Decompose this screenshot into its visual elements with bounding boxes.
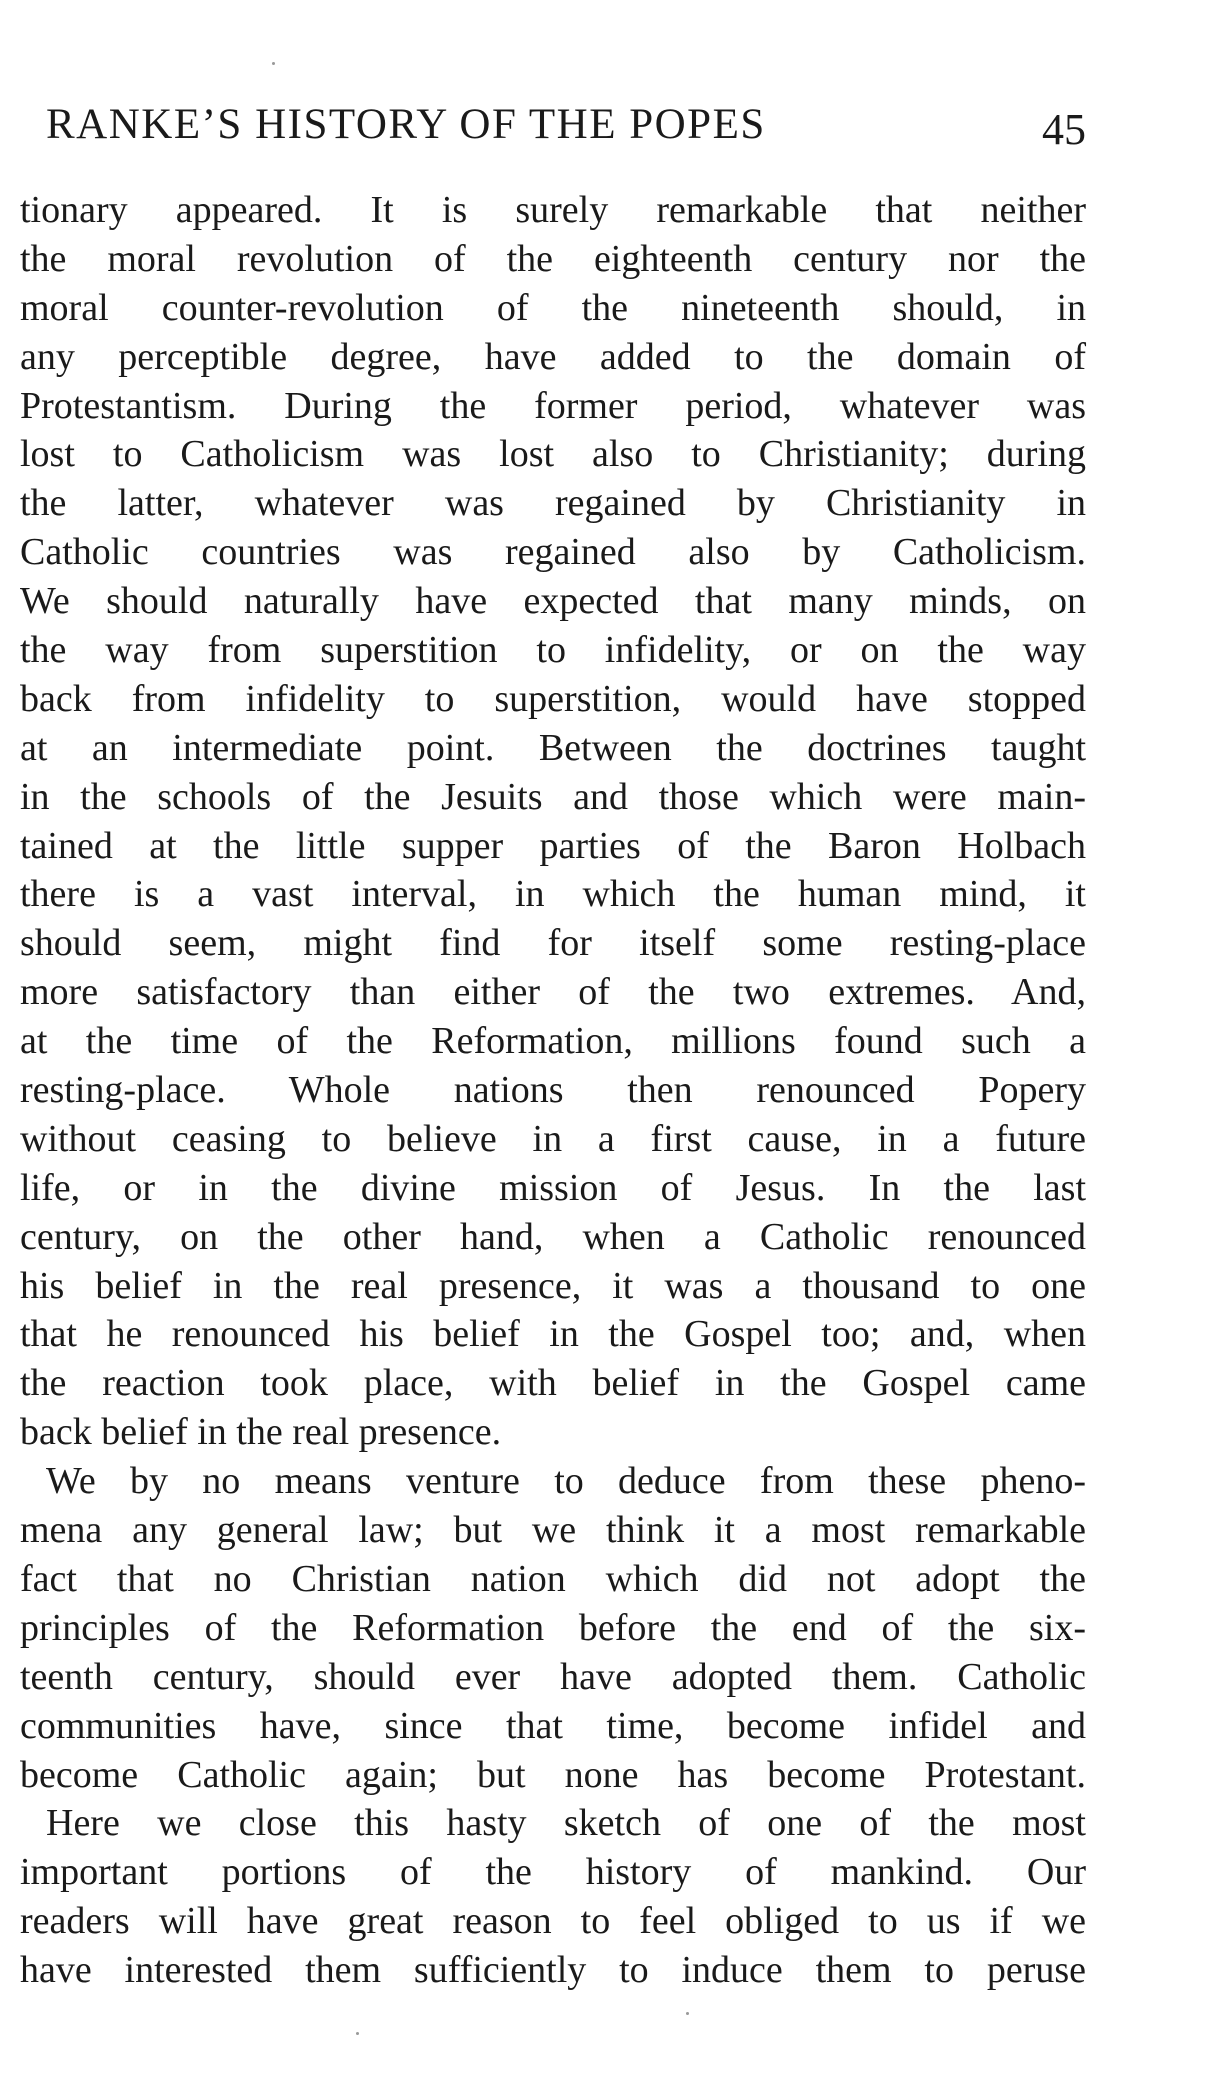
text-line: teenth century, should ever have adopted them. Catholic (20, 1655, 1086, 1698)
text-line: the way from superstition to infidelity, or on the way (20, 629, 1086, 672)
text-line: at an intermediate point. Between the doctrines taught (20, 726, 1086, 769)
text-line: should seem, might find for itself some resting-place (20, 922, 1086, 965)
text-line: Here we close this hasty sketch of one of the most (46, 1802, 1086, 1845)
scan-speck (686, 2012, 689, 2015)
text-line: in the schools of the Jesuits and those which were main- (20, 775, 1086, 818)
paragraph (20, 1457, 1086, 1799)
text-line: century, on the other hand, when a Catholic renounced (20, 1215, 1086, 1258)
text-line: his belief in the real presence, it was a thousand to one (20, 1264, 1086, 1307)
text-line: communities have, since that time, become infidel and (20, 1704, 1086, 1747)
paragraph (20, 1799, 1086, 1995)
scan-speck (356, 2032, 359, 2035)
text-line: moral counter-revolution of the nineteenth should, in (20, 286, 1086, 329)
text-line: mena any general law; but we think it a most remarkable (20, 1509, 1086, 1552)
text-line: life, or in the divine mission of Jesus. In the last (20, 1166, 1086, 1209)
text-line: more satisfactory than either of the two extremes. And, (20, 971, 1086, 1014)
text-line: there is a vast interval, in which the human mind, it (20, 873, 1086, 916)
text-line: without ceasing to believe in a first cause, in a future (20, 1117, 1086, 1160)
text-line: fact that no Christian nation which did not adopt the (20, 1557, 1086, 1600)
text-line: the latter, whatever was regained by Christianity in (20, 482, 1086, 525)
text-line: principles of the Reformation before the end of the six- (20, 1606, 1086, 1649)
page-number: 45 (1042, 105, 1086, 154)
text-line: back from infidelity to superstition, would have stopped (20, 677, 1086, 720)
text-line: the moral revolution of the eighteenth century nor the (20, 237, 1086, 280)
text-line: at the time of the Reformation, millions found such a (20, 1020, 1086, 1063)
text-line: readers will have great reason to feel obliged to us if we (20, 1900, 1086, 1943)
text-line: tained at the little supper parties of the Baron Holbach (20, 824, 1086, 867)
text-line: tionary appeared. It is surely remarkable that neither (20, 189, 1086, 231)
text-line: lost to Catholicism was lost also to Christianity; during (20, 433, 1086, 476)
scan-speck (272, 62, 275, 65)
text-line: become Catholic again; but none has become Protestant. (20, 1753, 1086, 1796)
running-title: RANKE’S HISTORY OF THE POPES (46, 101, 766, 148)
text-line: important portions of the history of mankind. Our (20, 1851, 1086, 1894)
running-head (46, 100, 1086, 156)
text-line: Catholic countries was regained also by Catholicism. (20, 531, 1086, 574)
text-line: any perceptible degree, have added to the domain of (20, 335, 1086, 378)
text-line: back belief in the real presence. (20, 1411, 502, 1454)
paragraph (20, 186, 1086, 1457)
text-line: have interested them sufficiently to induce them to peruse (20, 1949, 1086, 1992)
body-text (20, 186, 1086, 1995)
text-line: We should naturally have expected that many minds, on (20, 580, 1086, 623)
text-line: that he renounced his belief in the Gospel too; and, when (20, 1313, 1086, 1356)
text-line: We by no means venture to deduce from these pheno- (46, 1460, 1086, 1503)
text-line: Protestantism. During the former period, whatever was (20, 384, 1086, 427)
text-line: resting-place. Whole nations then renounced Popery (20, 1069, 1086, 1112)
text-line: the reaction took place, with belief in the Gospel came (20, 1362, 1086, 1405)
